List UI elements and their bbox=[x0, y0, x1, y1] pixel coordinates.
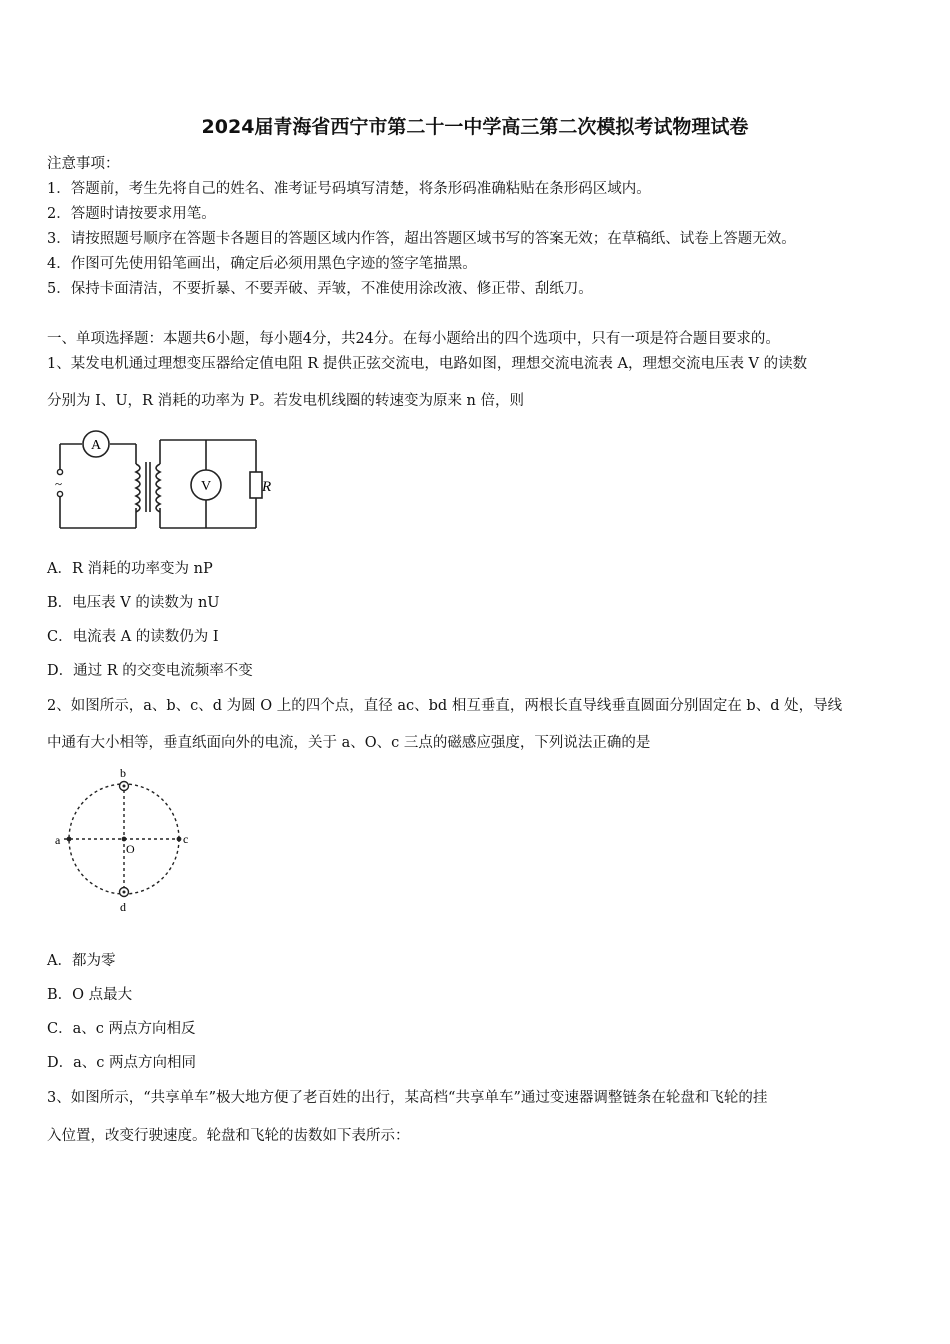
point-a-icon bbox=[67, 837, 72, 842]
ammeter-label: A bbox=[90, 438, 102, 453]
label-b: b bbox=[120, 766, 126, 780]
notice-item: 5．保持卡面清洁，不要折暴、不要弄破、弄皱，不准使用涂改液、修正带、刮纸刀。 bbox=[47, 281, 593, 297]
resistor-label: R bbox=[262, 479, 272, 495]
question-1-stem-line1: 1、某发电机通过理想变压器给定值电阻 R 提供正弦交流电，电路如图，理想交流电流表 A，理想交流电压表 V 的读数 bbox=[47, 356, 808, 372]
question-2-option-c: C．a、c 两点方向相反 bbox=[47, 1021, 196, 1037]
circle-wires-diagram bbox=[50, 764, 200, 914]
question-1-option-a: A．R 消耗的功率变为 nP bbox=[47, 561, 213, 577]
label-c: c bbox=[183, 832, 189, 846]
notice-item: 1．答题前，考生先将自己的姓名、准考证号码填写清楚，将条形码准确粘贴在条形码区域内。 bbox=[47, 181, 651, 197]
terminal-icon bbox=[57, 491, 62, 496]
question-2-stem-line2: 中通有大小相等，垂直纸面向外的电流，关于 a、O、c 三点的磁感应强度，下列说法正确的是 bbox=[47, 735, 651, 751]
question-1-stem-line2: 分别为 I、U，R 消耗的功率为 P。若发电机线圈的转速变为原来 n 倍，则 bbox=[47, 393, 525, 409]
point-o-icon bbox=[122, 837, 127, 842]
ac-source-symbol: ~ bbox=[55, 476, 63, 491]
question-3-stem-line1: 3、如图所示，“共享单车”极大地方便了老百姓的出行，某高档“共享单车”通过变速器调整链条在轮盘和飞轮的挂 bbox=[47, 1090, 768, 1106]
question-1-option-b: B．电压表 V 的读数为 nU bbox=[47, 595, 220, 611]
notice-heading: 注意事项： bbox=[47, 156, 120, 172]
question-3-stem-line2: 入位置，改变行驶速度。轮盘和飞轮的齿数如下表所示： bbox=[47, 1128, 410, 1144]
transformer-circuit-diagram bbox=[48, 428, 278, 534]
notice-item: 3．请按照题号顺序在答题卡各题目的答题区域内作答，超出答题区域书写的答案无效；在草稿纸、试卷上答题无效。 bbox=[47, 231, 796, 247]
terminal-icon bbox=[57, 469, 62, 474]
label-a: a bbox=[55, 833, 61, 847]
question-2-option-a: A．都为零 bbox=[47, 953, 116, 969]
question-2-stem-line1: 2、如图所示，a、b、c、d 为圆 O 上的四个点，直径 ac、bd 相互垂直，两根长直导线垂直圆面分别固定在 b、d 处，导线 bbox=[47, 698, 843, 714]
notice-item: 2．答题时请按要求用笔。 bbox=[47, 206, 216, 222]
page-title: 2024届青海省西宁市第二十一中学高三第二次模拟考试物理试卷 bbox=[201, 116, 749, 138]
question-1-option-d: D．通过 R 的交变电流频率不变 bbox=[47, 663, 253, 679]
point-c-icon bbox=[177, 837, 182, 842]
section-heading: 一、单项选择题：本题共6小题，每小题4分，共24分。在每小题给出的四个选项中，只有一项是符合题目要求的。 bbox=[47, 331, 780, 347]
label-o: O bbox=[126, 842, 135, 856]
label-d: d bbox=[120, 900, 126, 914]
question-2-option-d: D．a、c 两点方向相同 bbox=[47, 1055, 196, 1071]
voltmeter-label: V bbox=[200, 479, 212, 494]
notice-item: 4．作图可先使用铅笔画出，确定后必须用黑色字迹的签字笔描黑。 bbox=[47, 256, 477, 272]
question-1-option-c: C．电流表 A 的读数仍为 I bbox=[47, 629, 219, 645]
question-2-option-b: B．O 点最大 bbox=[47, 987, 133, 1003]
